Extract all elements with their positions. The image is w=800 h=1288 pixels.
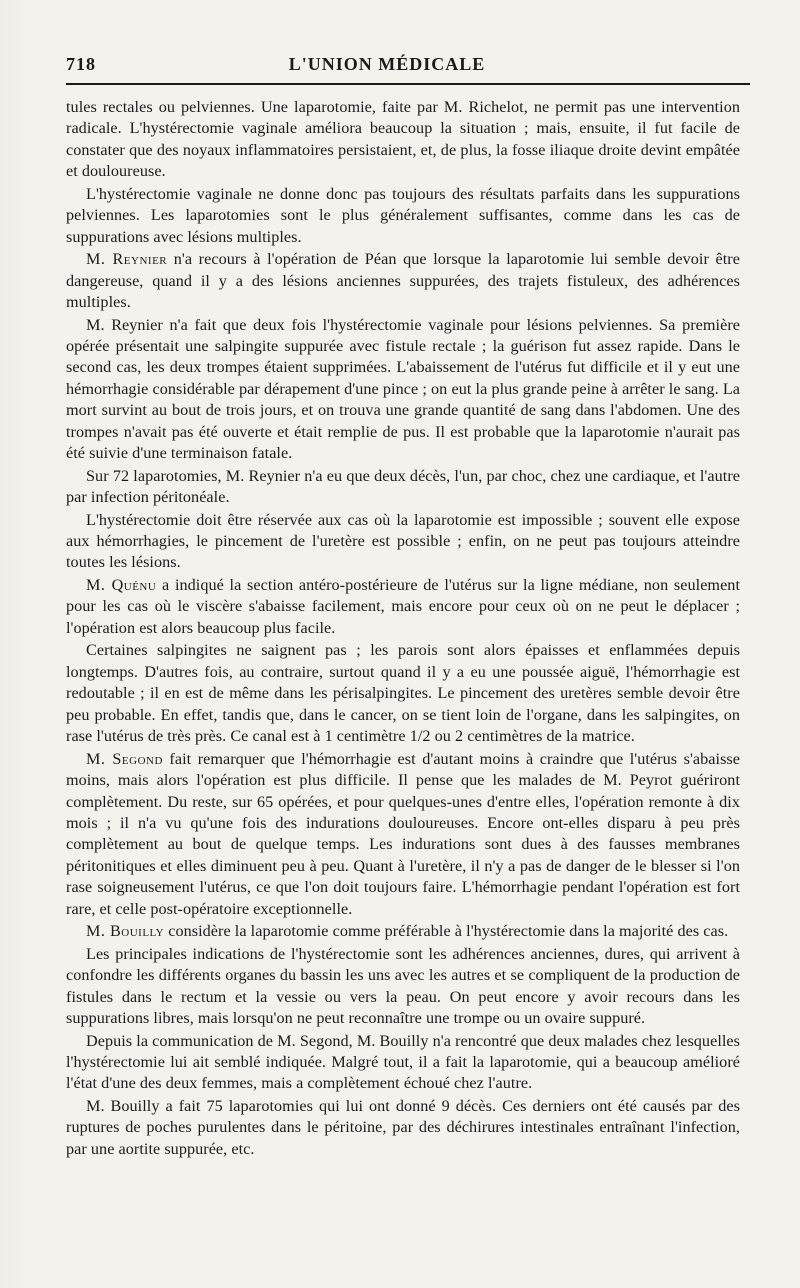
paragraph: M. Bouilly considère la laparotomie comme préférable à l'hystérectomie dans la majorité des cas. xyxy=(86,922,729,941)
journal-title: L'UNION MÉDICALE xyxy=(288,54,486,74)
paragraph: M. Reynier n'a recours à l'opération de Péan que lorsque la laparotomie lui semble devoir être dangereuse, quand il y a des lésions anciennes suppurées, des trajets fistuleux, des adhérences multiples. xyxy=(66,250,740,312)
paragraph: M. Bouilly a fait 75 laparotomies qui lui ont donné 9 décès. Ces derniers ont été causés par des ruptures de poches purulentes dans le péritoine, par des déchirures intestinales entraînant l'infection, par une aortite suppurée, etc. xyxy=(66,1096,740,1158)
paragraph: L'hystérectomie vaginale ne donne donc pas toujours des résultats parfaits dans les suppurations pelviennes. Les laparotomies sont le plus généralement suffisantes, comme dans les cas de suppurations avec lésions multiples. xyxy=(66,184,740,246)
paragraph: Depuis la communication de M. Segond, M. Bouilly n'a rencontré que deux malades chez lesquelles l'hystérectomie lui ait semblé indiquée. Malgré tout, il a fait la laparotomie, qui a beaucoup amélioré l'état d'une des deux femmes, mais a complètement échoué chez l'autre. xyxy=(66,1031,740,1093)
speaker-name: M. Segond xyxy=(86,749,163,768)
paragraph: M. Reynier n'a fait que deux fois l'hystérectomie vaginale pour lésions pelviennes. Sa première opérée présentait une salpingite suppurée avec fistule rectale ; la guérison fut assez rapide. Dans le second cas, les deux trompes étaient supprimées. L'abaissement de l'utérus fut difficile et il y eut une hémorrhagie considérable par dérapement d'une pince ; on eut la plus grande peine à arrêter le sang. La mort survint au bout de trois jours, et on trouva une grande quantité de sang dans l'abdomen. Une des trompes n'avait pas été ouverte et était remplie de pus. Il est probable que la laparotomie n'aurait pas été suivie d'une terminaison fatale. xyxy=(66,315,740,463)
paragraph: Les principales indications de l'hystérectomie sont les adhérences anciennes, dures, qui arrivent à confondre les différents organes du bassin les uns avec les autres et se compliquent de la production de fistules dans le rectum et la vessie ou vers la peau. On peut encore y avoir recours dans les suppurations libres, mais lorsqu'on ne peut reconnaître une trompe ou un ovaire suppuré. xyxy=(66,944,740,1027)
article-body xyxy=(66,97,740,1160)
speaker-name: M. Bouilly xyxy=(86,922,165,941)
page-number: 718 xyxy=(66,54,96,74)
paragraph: Certaines salpingites ne saignent pas ; les parois sont alors épaisses et enflammées depuis longtemps. D'autres fois, au contraire, surtout quand il y a eu une poussée aiguë, l'hémorrhagie est redoutable ; il en est de même dans les périsalpingites. Le pincement des uretères semble devoir être peu probable. En effet, tandis que, dans le cancer, on se tient loin de l'organe, dans les salpingites, on rase l'utérus de très près. Ce canal est à 1 centimètre 1/2 ou 2 centimètres de la matrice. xyxy=(66,641,740,746)
paragraph: L'hystérectomie doit être réservée aux cas où la laparotomie est impossible ; souvent elle expose aux hémorrhagies, le pincement de l'uretère est possible ; enfin, on ne peut pas toujours atteindre toutes les lésions. xyxy=(66,510,740,572)
paragraph: M. Segond fait remarquer que l'hémorrhagie est d'autant moins à craindre que l'utérus s'abaisse moins, mais alors l'opération est plus difficile. Il pense que les malades de M. Peyrot guériront complètement. Du reste, sur 65 opérées, et pour quelques-unes d'entre elles, l'opération remonte à dix mois ; il n'a vu qu'une fois des indurations douloureuses. Encore ont-elles disparu à peu près complètement au bout de quelque temps. Les indurations sont dues à des fausses membranes péritonitiques et elles diminuent peu à peu. Quant à l'uretère, il n'y a pas de danger de le blesser si l'on rase soigneusement l'utérus, ce que l'on doit toujours faire. L'hémorrhagie pendant l'opération est fort rare, et celle post-opératoire exceptionnelle. xyxy=(66,749,741,918)
paragraph: Sur 72 laparotomies, M. Reynier n'a eu que deux décès, l'un, par choc, chez une cardiaque, et l'autre par infection péritonéale. xyxy=(66,466,740,507)
speaker-name: M. Quénu xyxy=(86,576,157,595)
running-header xyxy=(66,54,750,85)
speaker-name: M. Reynier xyxy=(86,250,168,269)
paragraph: tules rectales ou pelviennes. Une laparotomie, faite par M. Richelot, ne permit pas une intervention radicale. L'hystérectomie vaginale améliora beaucoup la situation ; mais, ensuite, il fut facile de constater que des noyaux inflammatoires persistaient, et, de plus, la fosse iliaque droite devint empâtée et douloureuse. xyxy=(66,98,740,181)
paragraph: M. Quénu a indiqué la section antéro-postérieure de l'utérus sur la ligne médiane, non seulement pour les cas où le viscère s'abaisse facilement, mais encore pour ceux où on ne peut le déplacer ; l'opération est alors beaucoup plus facile. xyxy=(66,576,740,637)
